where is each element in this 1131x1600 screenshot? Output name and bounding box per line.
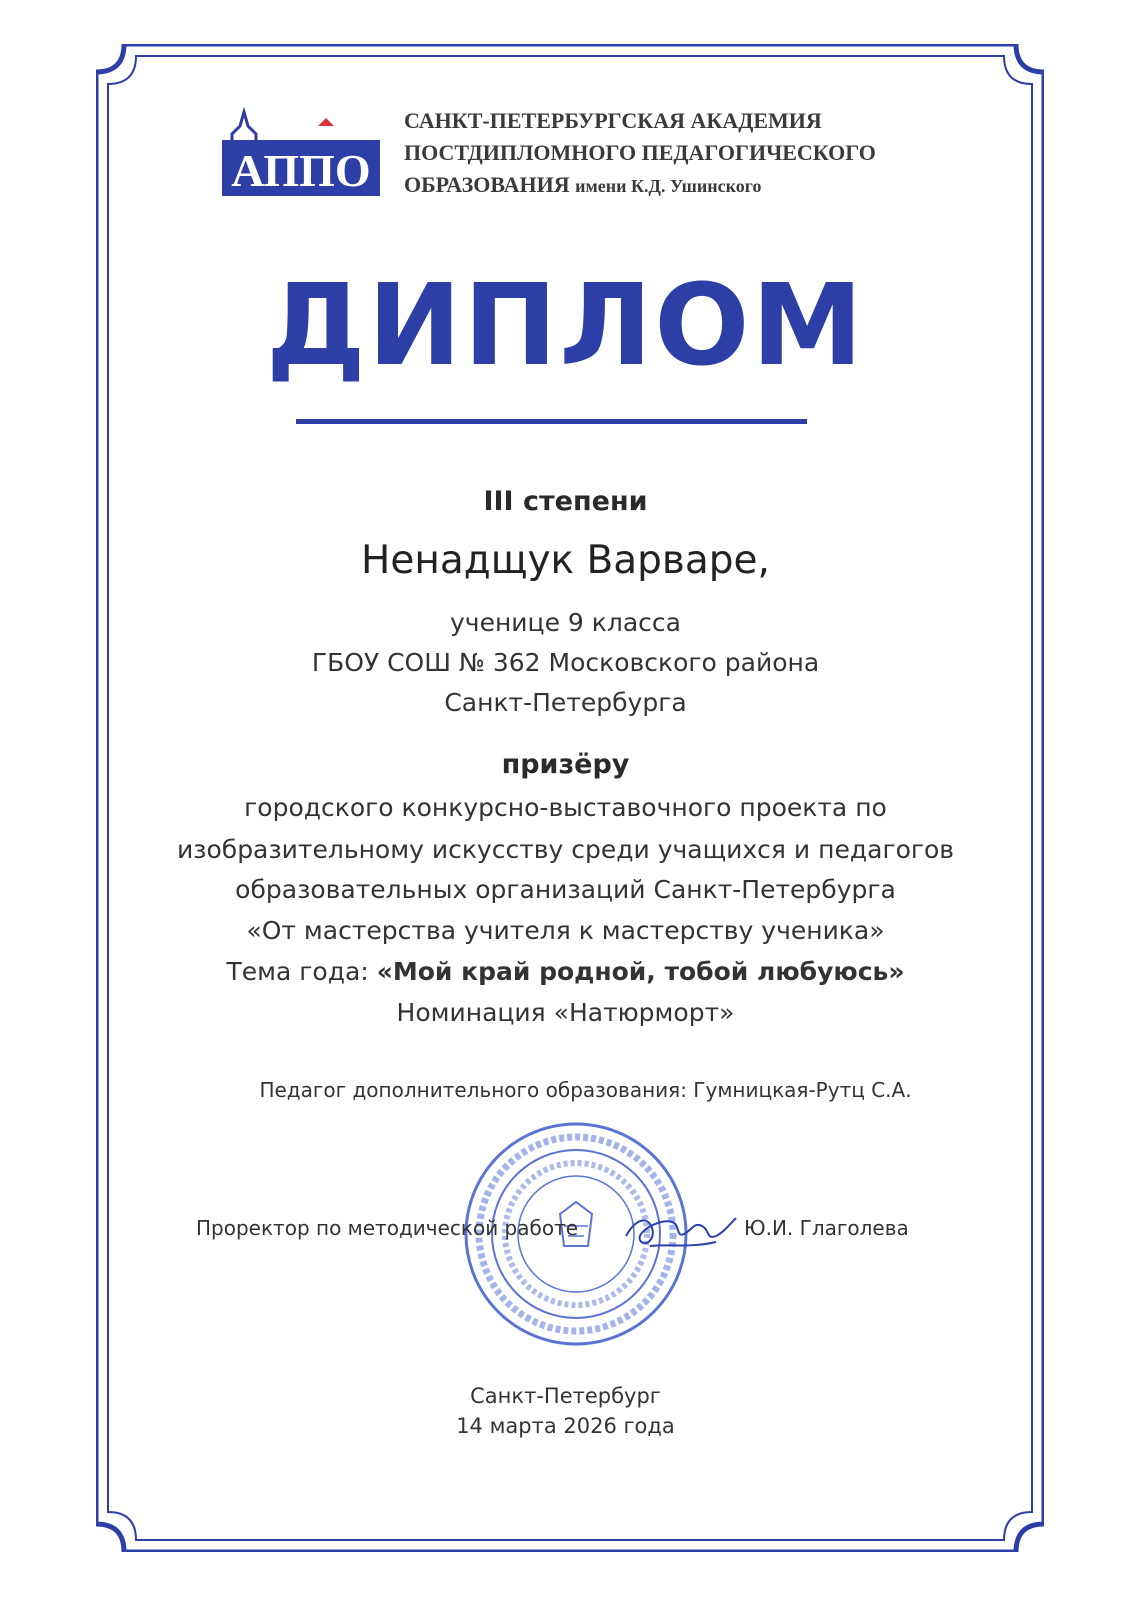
academy-name-line3-tail: имени К.Д. Ушинского [575,176,762,196]
signatory-position: Проректор по методической работе [196,1216,579,1240]
recipient-name: Ненадщук Варваре, [361,538,770,583]
event-line-1: городского конкурсно-выставочного проекта по [244,793,887,822]
academy-name-line2: ПОСТДИПЛОМНОГО ПЕДАГОГИЧЕСКОГО [404,140,876,165]
recipient-grade: ученице 9 класса [450,608,681,637]
recipient-school: ГБОУ СОШ № 362 Московского района [311,648,820,677]
award-status: призёру [501,749,630,780]
project-name: «От мастерства учителя к мастерству ученика» [246,916,885,945]
nomination: Номинация «Натюрморт» [396,998,735,1027]
appo-logo [222,104,380,196]
theme-line [60,957,1071,986]
logo-text: АППО [231,145,371,196]
footer-city: Санкт-Петербург [470,1384,661,1408]
event-line-3: образовательных организаций Санкт-Петербурга [235,875,896,904]
theme-label: Тема года: [226,957,369,986]
academy-name-line1: САНКТ-ПЕТЕРБУРГСКАЯ АКАДЕМИЯ [404,108,822,133]
event-line-2: изобразительному искусству среди учащихся и педагогов [176,835,955,864]
title-underline [296,419,807,424]
theme-value: «Мой край родной, тобой любуюсь» [376,957,905,986]
footer-date: 14 марта 2026 года [456,1414,675,1438]
recipient-city: Санкт-Петербурга [444,688,687,717]
academy-name-line3-main: ОБРАЗОВАНИЯ [404,172,570,197]
signature [620,1188,740,1268]
teacher-line: Педагог дополнительного образования: Гумницкая-Рутц С.А. [259,1078,912,1102]
signatory-name: Ю.И. Глаголева [744,1216,909,1240]
diploma-title: ДИПЛОМ [266,261,865,391]
degree: III степени [483,486,648,517]
academy-name-line3 [404,172,964,198]
